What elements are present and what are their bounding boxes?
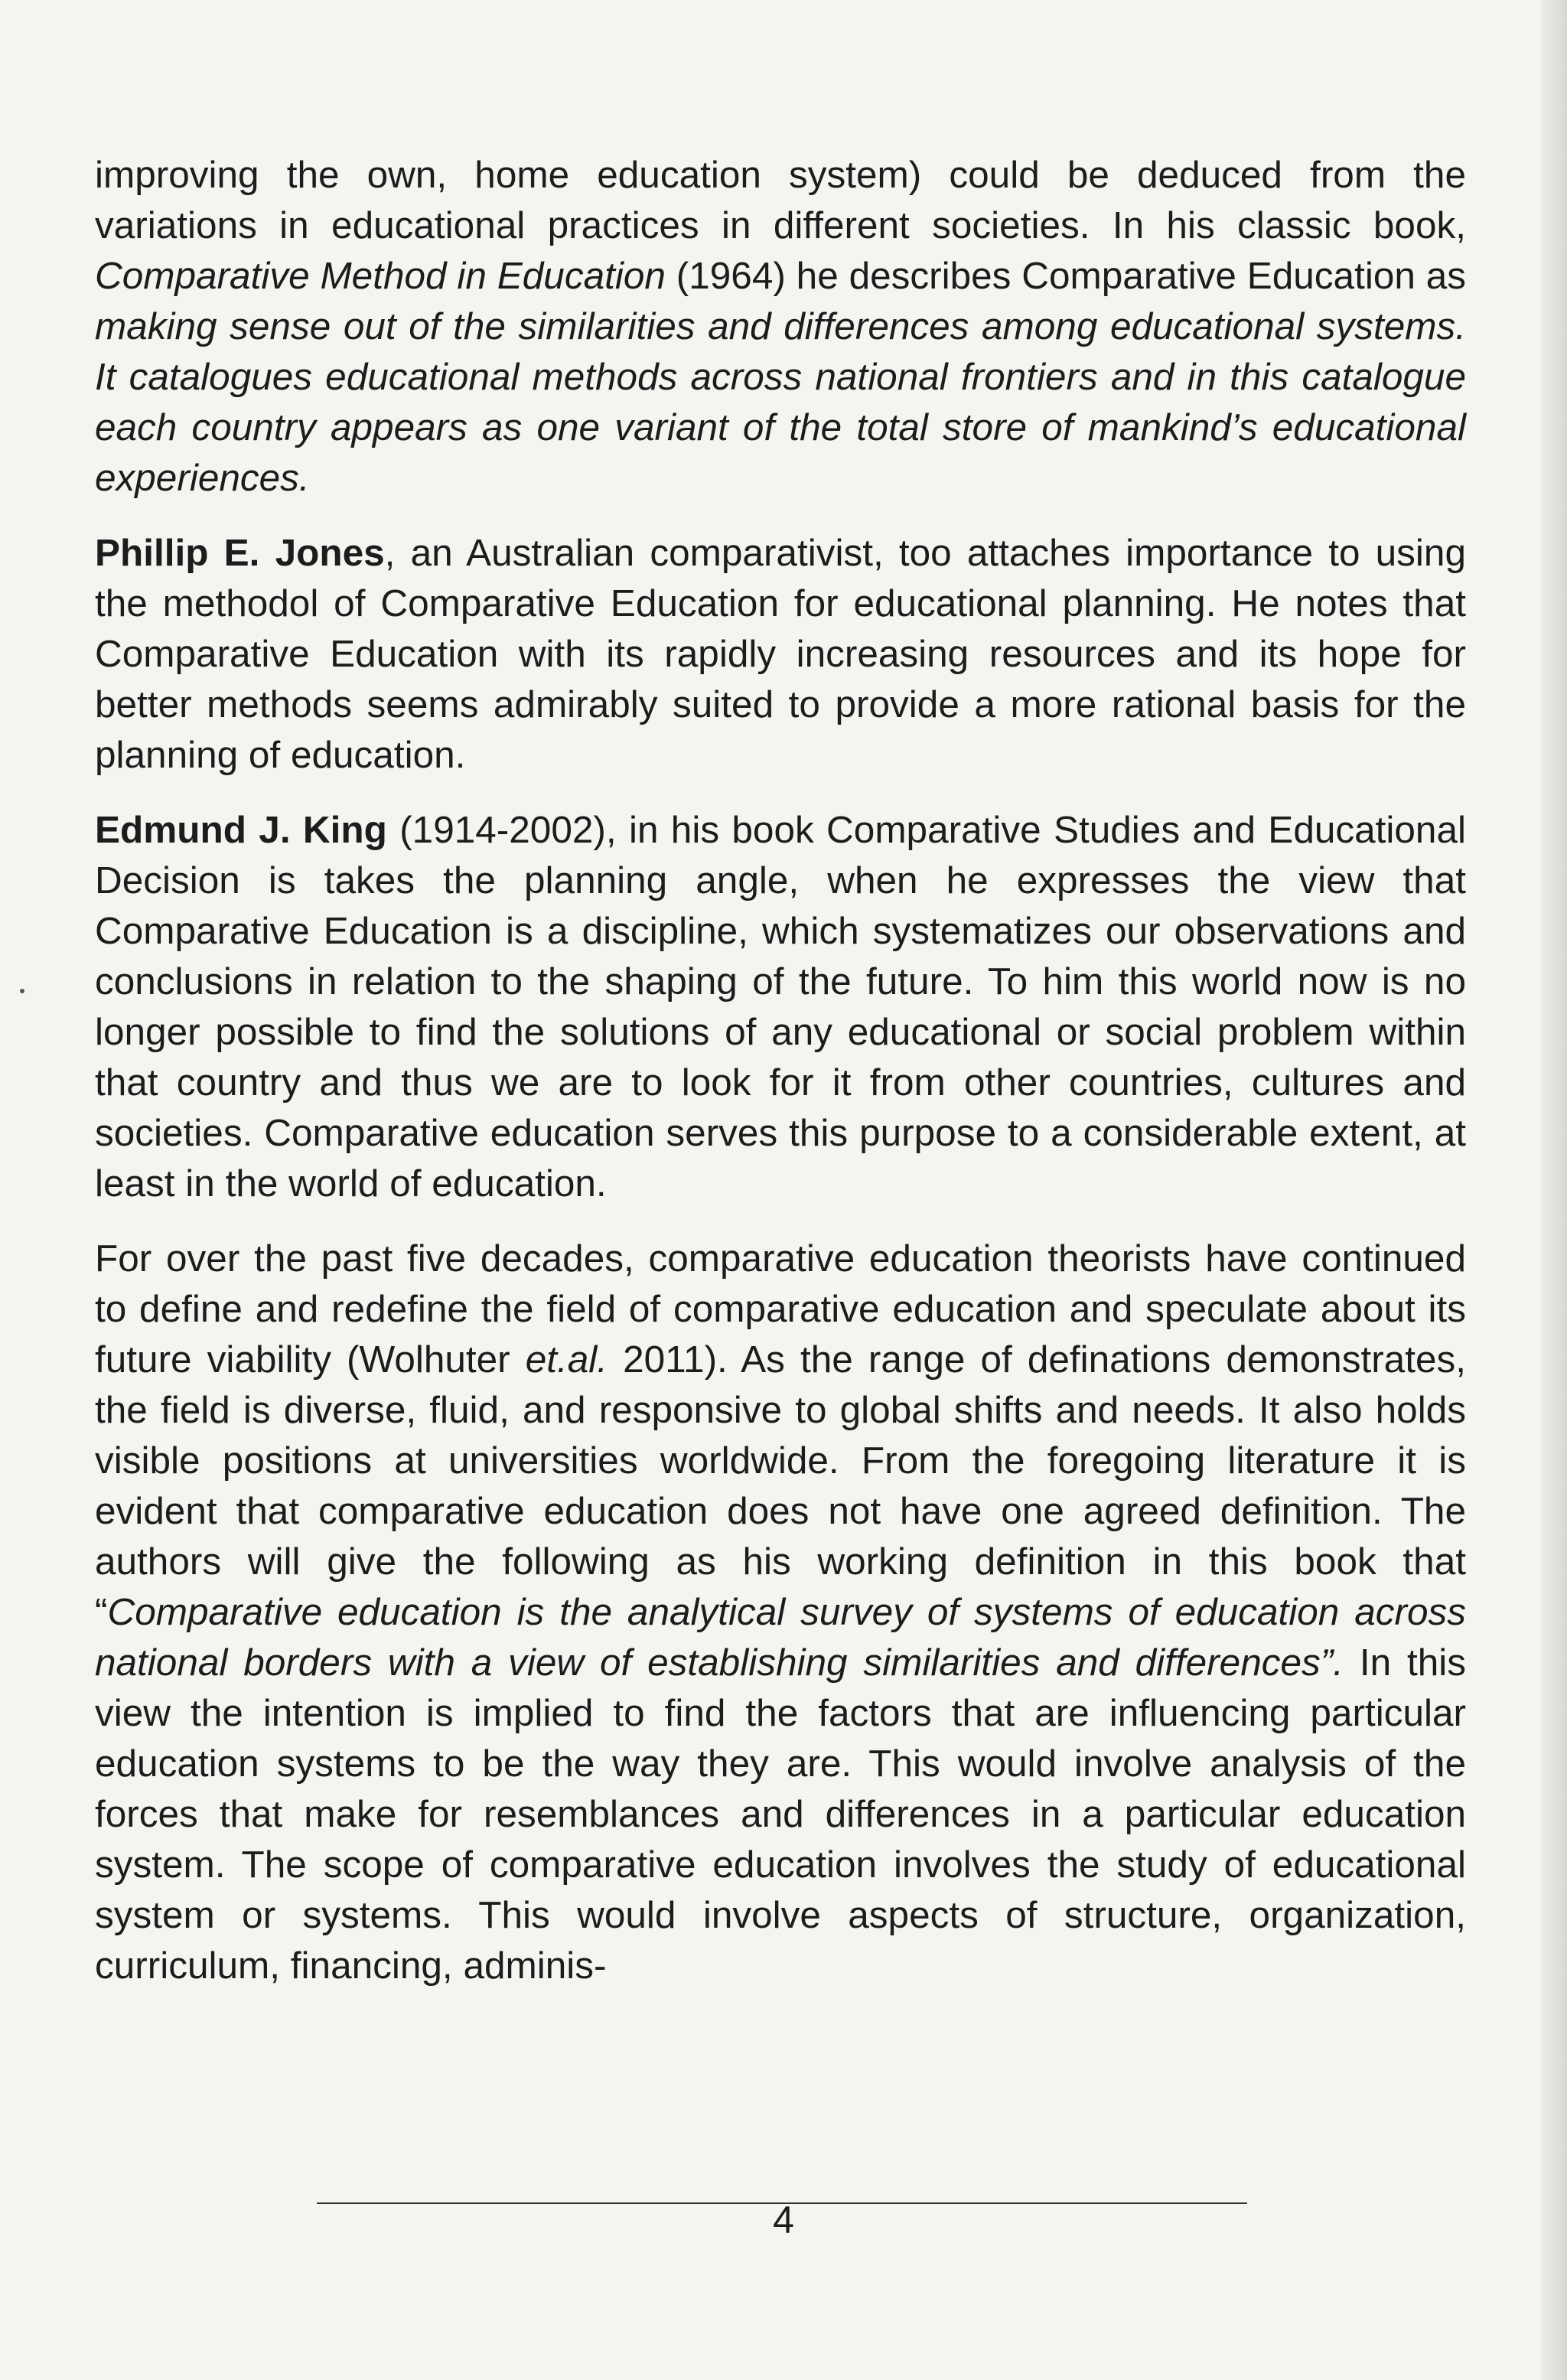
bold-name: Phillip E. Jones: [95, 532, 385, 574]
paragraph-4: [95, 1234, 1466, 1991]
text-run: , an Australian comparativist, too attaches importance to using the methodol of Comparative Education for educational planning. He notes that Comparative Education with its rapidly increasing resources and its hope for better methods seems admirably suited to provide a more rational basis for the planning of education.: [95, 532, 1466, 776]
italic-run: making sense out of the similarities and differences among educational systems. It catalogues educational methods across national frontiers and in this catalogue each country appears as one variant of the total store of mankind’s educational experiences.: [95, 305, 1466, 499]
text-run: improving the own, home education system) could be deduced from the variations in educational practices in different societies. In his classic book,: [95, 154, 1466, 246]
body-text: [95, 150, 1466, 2016]
italic-run: Comparative education is the analytical survey of systems of education across national borders with a view of establishing similarities and differences”.: [95, 1591, 1466, 1684]
italic-run: et.al.: [525, 1338, 608, 1381]
page-number: 4: [773, 2199, 794, 2241]
margin-speck: [20, 989, 24, 993]
text-run: (1964) he describes Comparative Education as: [665, 255, 1466, 297]
paragraph-1: [95, 150, 1466, 504]
text-run: (1914-2002), in his book Comparative Studies and Educational Decision is takes the planning angle, when he expresses the view that Comparative Education is a discipline, which systematizes our observations and conclusions in relation to the shaping of the future. To him this world now is no longer possible to find the solutions of any educational or social problem within that country and thus we are to look for it from other countries, cultures and societies. Comparative education serves this purpose to a considerable extent, at least in the world of education.: [95, 809, 1466, 1205]
text-run: 2011). As the range of definations demonstrates, the field is diverse, fluid, and responsive to global shifts and needs. It also holds visible positions at universities worldwide. From the foregoing literature it is evident that comparative education does not have one agreed definition. The authors will give the following as his working definition in this book that “: [95, 1338, 1466, 1633]
page-edge-shadow: [1541, 0, 1567, 2380]
text-run: For over the past five decades, comparative education theorists have continued to define and redefine the field of comparative education and speculate about its future viability (Wolhuter: [95, 1237, 1466, 1381]
text-run: In this view the intention is implied to find the factors that are influencing particular education systems to be the way they are. This would involve analysis of the forces that make for resemblances and differences in a particular education system. The scope of comparative education involves the study of educational system or systems. This would involve aspects of structure, organization, curriculum, financing, adminis-: [95, 1642, 1466, 1987]
italic-run: Comparative Method in Education: [95, 255, 666, 297]
paragraph-2: [95, 528, 1466, 781]
paragraph-3: [95, 805, 1466, 1209]
bold-name: Edmund J. King: [95, 809, 387, 851]
